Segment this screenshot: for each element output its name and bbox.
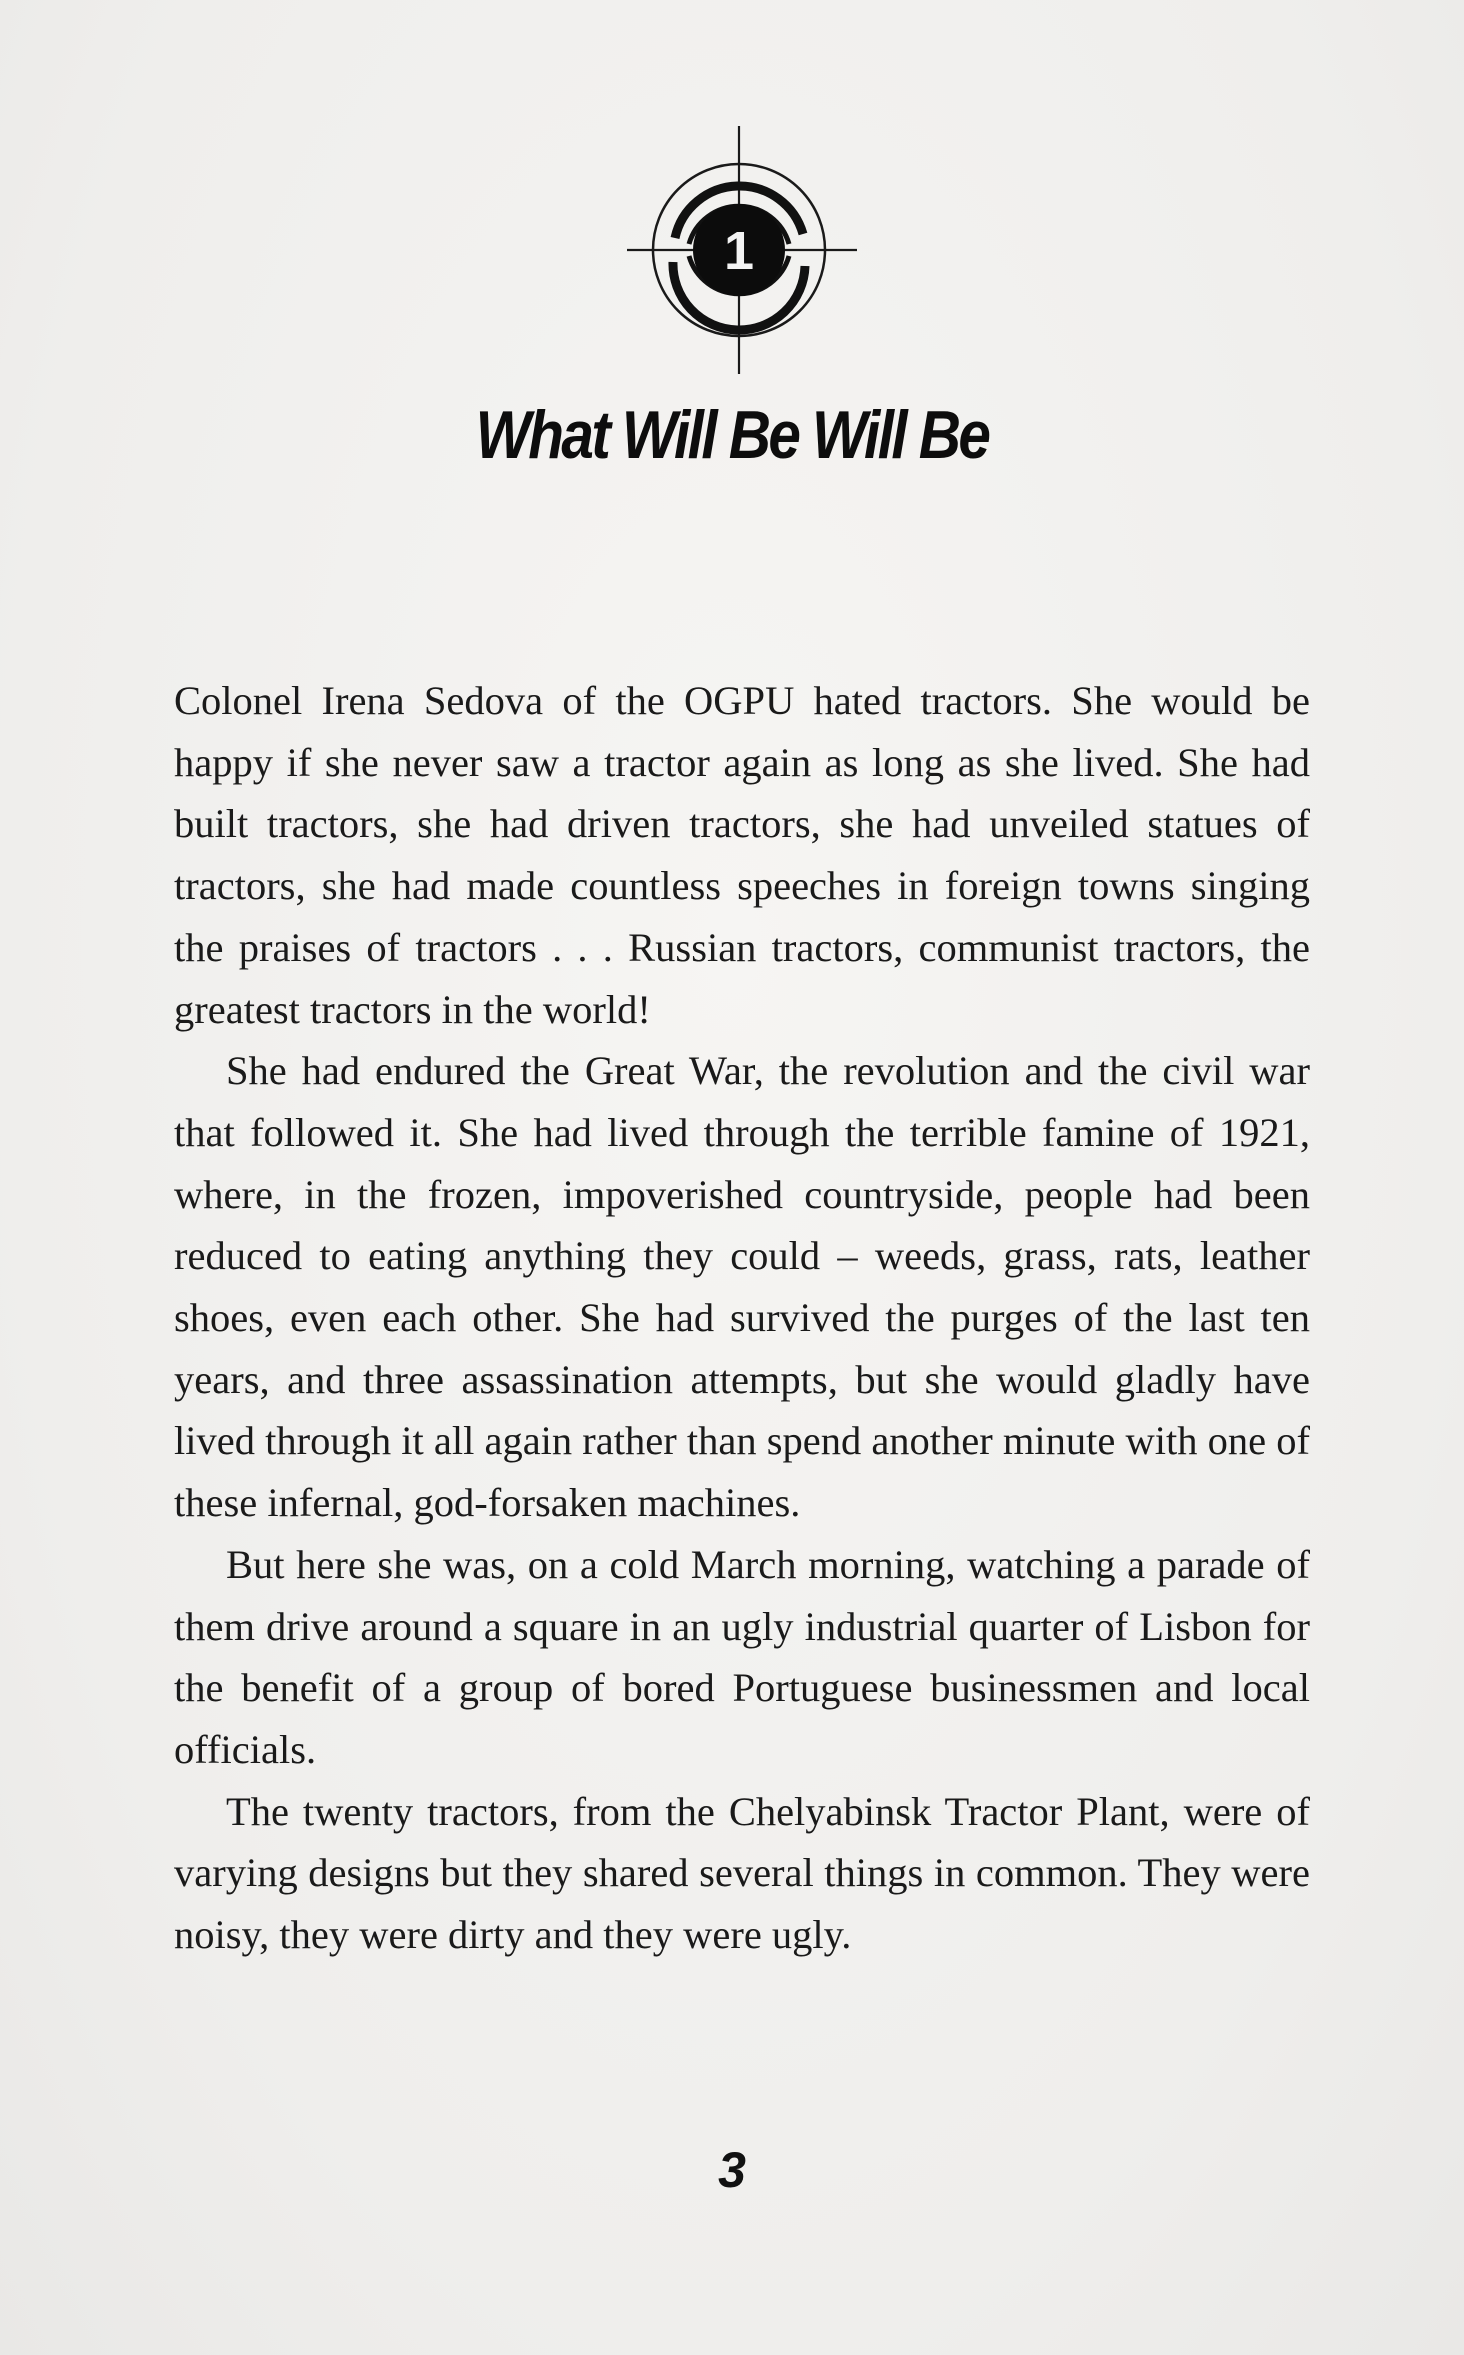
page-number: 3 <box>718 2142 746 2198</box>
paragraph: But here she was, on a cold March morning, watching a parade of them drive around a square in an ugly industrial quarter of Lisbon for the benefit of a group of bored Portuguese businessmen and local officials. <box>174 1541 1310 1772</box>
paragraph: She had endured the Great War, the revolution and the civil war that followed it. She had lived through the terrible famine of 1921, where, in the frozen, impoverished countryside, people had been reduced to eating anything they could – weeds, grass, rats, leather shoes, even each other. She had survived the purges of the last ten years, and three assassination attempts, but she would gladly have lived through it all again rather than spend another minute with one of these infernal, god-forsaken machines. <box>174 1048 1310 1526</box>
chapter-number: 1 <box>723 221 755 281</box>
chapter-title: What Will Be Will Be <box>475 397 989 473</box>
chapter-body <box>174 670 1310 1966</box>
crosshair-target-icon <box>627 126 857 374</box>
paragraph: The twenty tractors, from the Chelyabinsk Tractor Plant, were of varying designs but they shared several things in common. They were noisy, they were dirty and they were ugly. <box>174 1788 1310 1958</box>
paragraph: Colonel Irena Sedova of the OGPU hated tractors. She would be happy if she never saw a tractor again as long as she lived. She had built tractors, she had driven tractors, she had unveiled statues of tractors, she had made countless speeches in foreign towns singing the praises of tractors . . . Russian tractors, communist tractors, the greatest tractors in the world! <box>174 678 1310 1032</box>
